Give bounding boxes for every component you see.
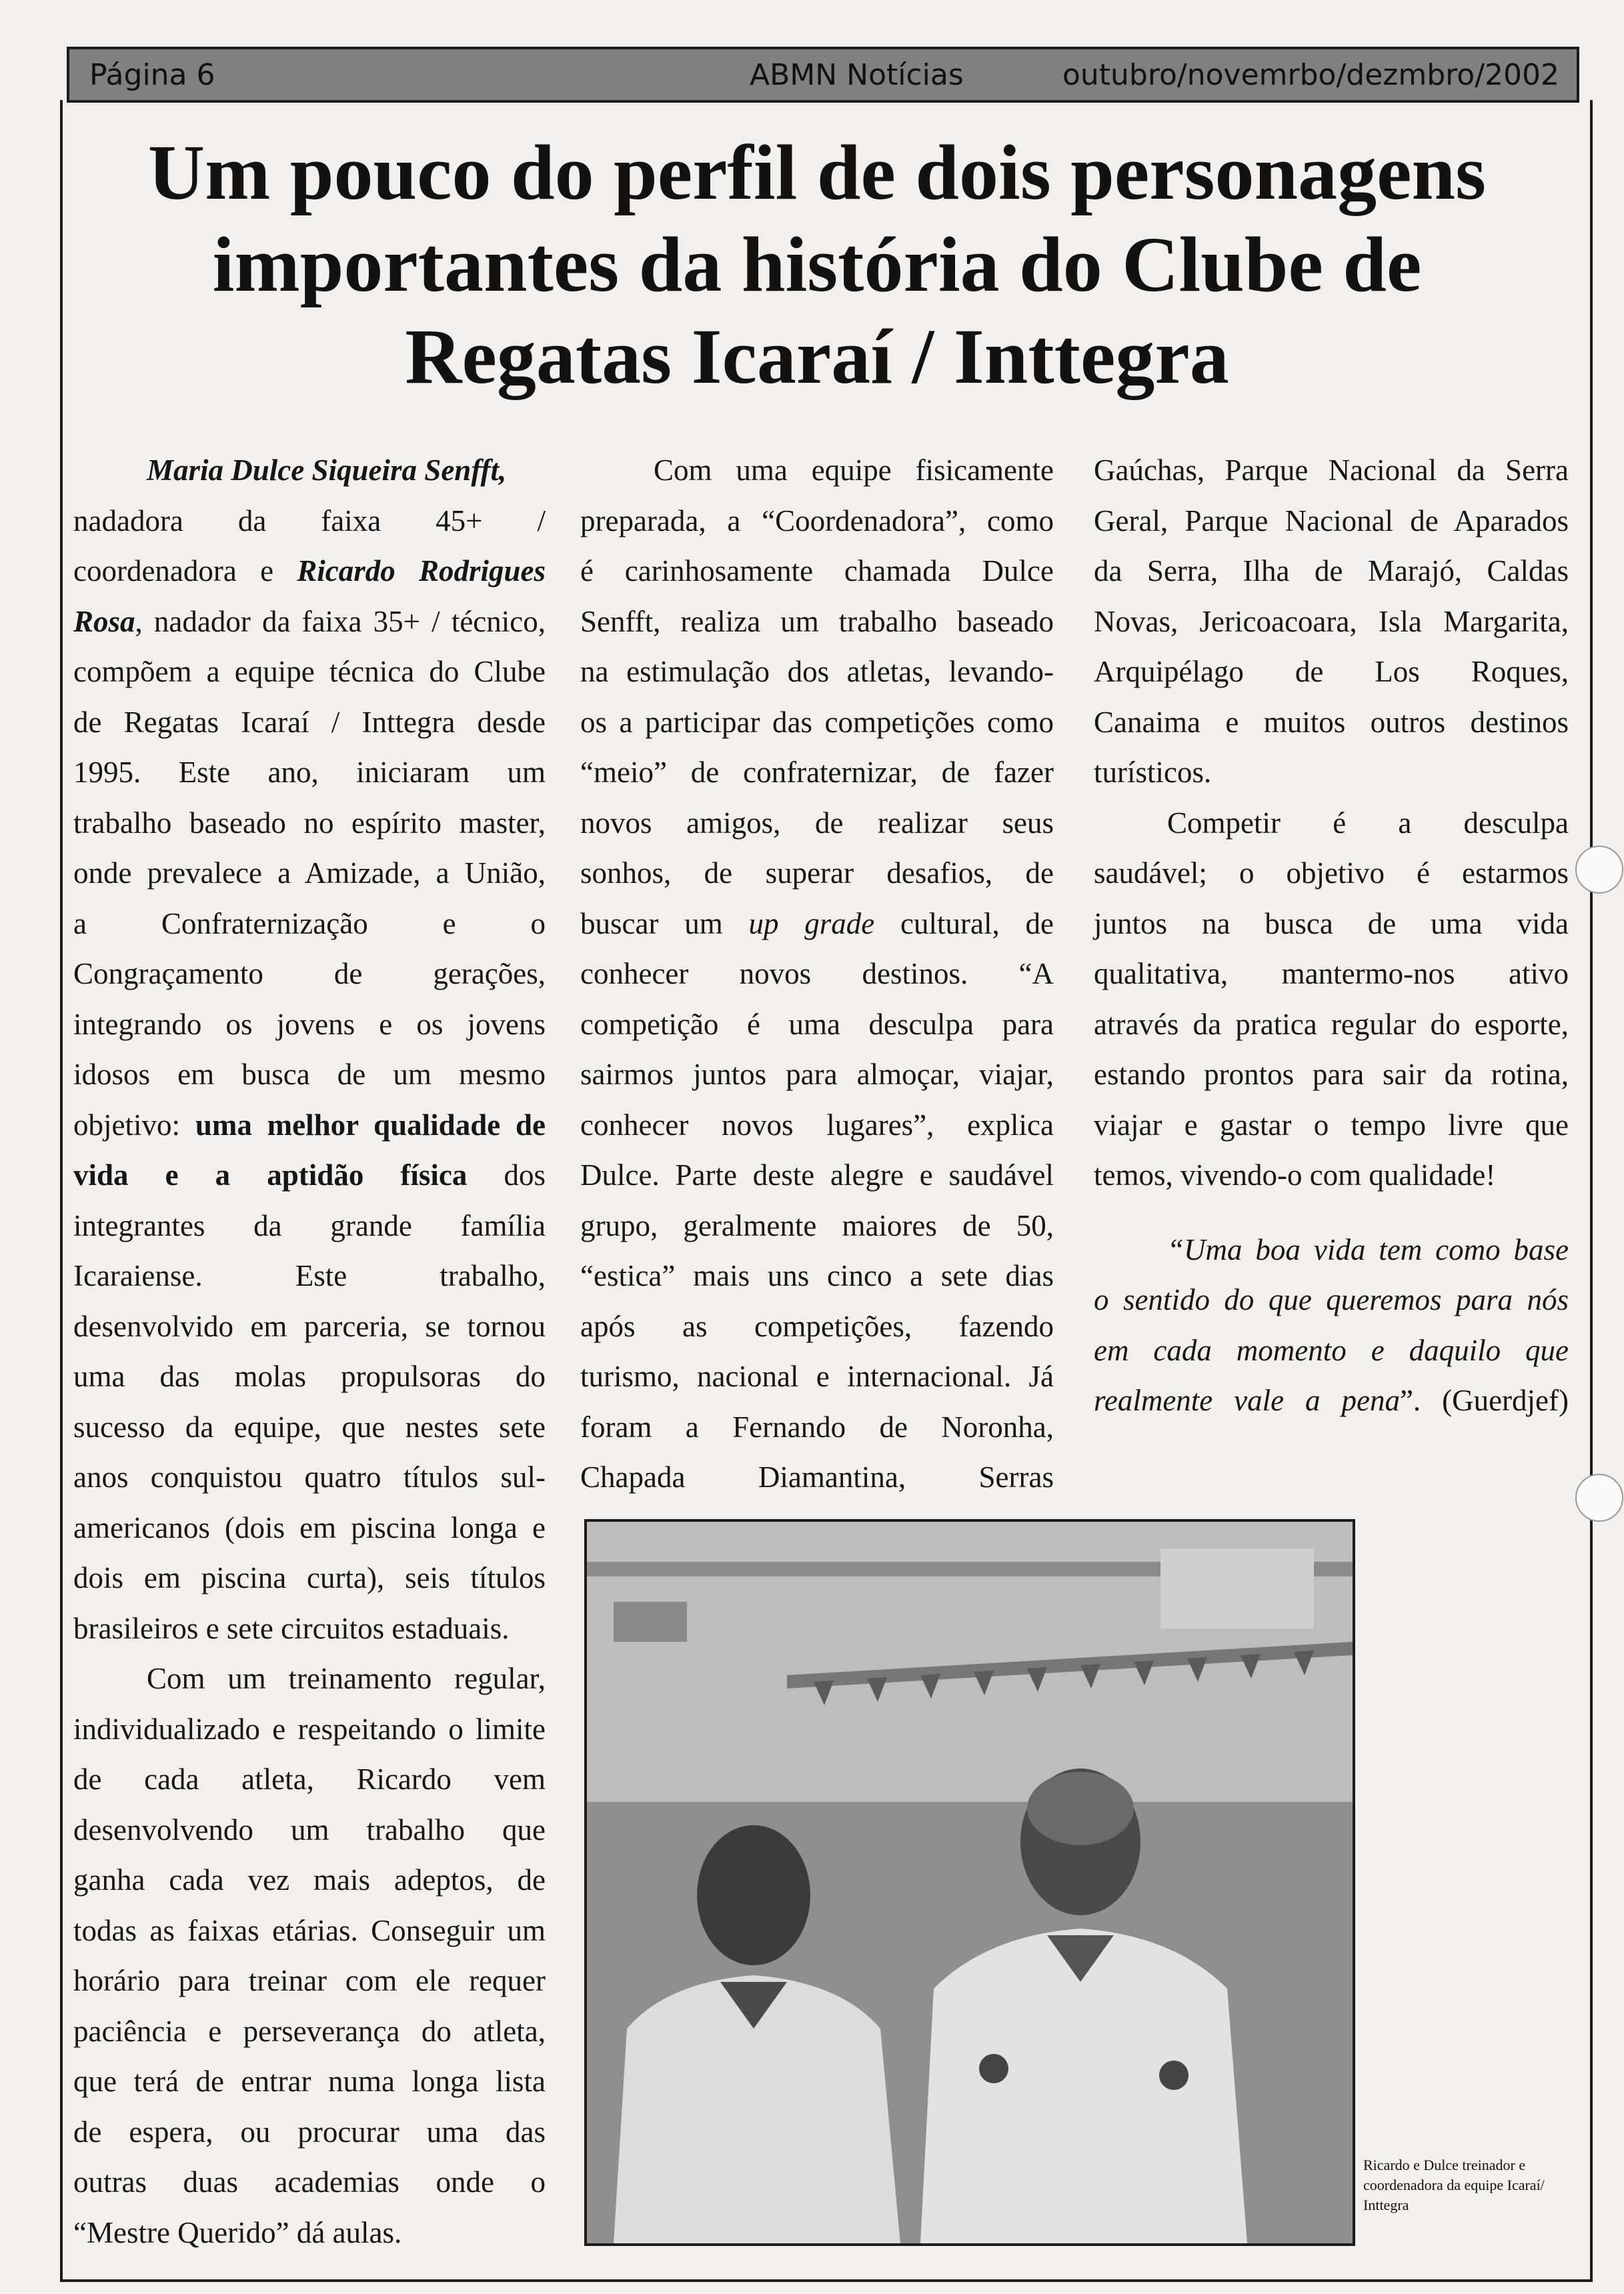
team-photo xyxy=(584,1519,1355,2246)
text-line: conhecer novos lugares”, explica xyxy=(580,1108,1054,1142)
text-line: Chapada Diamantina, Serras xyxy=(580,1460,1054,1494)
text-line: Novas, Jericoacoara, Isla Margarita, xyxy=(1094,604,1569,638)
text-line: “meio” de confraternizar, de fazer xyxy=(580,756,1054,789)
quote-line: “Uma boa vida tem como base xyxy=(1167,1232,1569,1266)
text-line: ganha cada vez mais adeptos, de xyxy=(73,1863,546,1897)
text-line: 1995. Este ano, iniciaram um xyxy=(73,756,546,789)
text-line: qualitativa, mantermo-nos ativo xyxy=(1094,957,1569,990)
text-line: temos, vivendo-o com qualidade! xyxy=(1094,1158,1496,1192)
text-line: Icaraiense. Este trabalho, xyxy=(73,1259,546,1292)
text-line: americanos (dois em piscina longa e xyxy=(73,1510,546,1544)
title-line-3: Regatas Icaraí / Inttegra xyxy=(405,313,1229,400)
text-line: após as competições, fazendo xyxy=(580,1309,1054,1343)
text-line: objetivo: uma melhor qualidade de xyxy=(73,1108,546,1142)
text-line: da Serra, Ilha de Marajó, Caldas xyxy=(1094,554,1569,588)
text-line: sairmos juntos para almoçar, viajar, xyxy=(580,1058,1054,1091)
text-line: conhecer novos destinos. “A xyxy=(580,957,1054,990)
text-line: vida e a aptidão física dos xyxy=(73,1158,546,1192)
quote-line: o sentido do que queremos para nós xyxy=(1094,1283,1569,1316)
page-number: Página 6 xyxy=(89,57,215,92)
text-line: Canaima e muitos outros destinos xyxy=(1094,705,1569,739)
text-line: Com uma equipe fisicamente xyxy=(654,453,1054,487)
text-line: Congraçamento de gerações, xyxy=(73,957,546,990)
text-line: sucesso da equipe, que nestes sete xyxy=(73,1410,546,1444)
photo-illustration xyxy=(587,1522,1353,2243)
text-line: uma das molas propulsoras do xyxy=(73,1360,546,1393)
text-line: coordenadora e Ricardo Rodrigues xyxy=(73,554,546,588)
quote-line: realmente vale a pena”. (Guerdjef) xyxy=(1094,1384,1569,1417)
quote-spacer xyxy=(1094,1201,1569,1225)
title-line-1: Um pouco do perfil de dois personagens xyxy=(147,129,1487,216)
text-line: buscar um up grade cultural, de xyxy=(580,906,1054,940)
text-line: nadadora da faixa 45+ / xyxy=(73,503,546,537)
text-line: onde prevalece a Amizade, a União, xyxy=(73,856,546,890)
text-line: Gaúchas, Parque Nacional da Serra xyxy=(1094,453,1569,487)
text-line: estando prontos para sair da rotina, xyxy=(1094,1058,1569,1091)
text-line: na estimulação dos atletas, levando- xyxy=(580,655,1054,688)
text-line: de cada atleta, Ricardo vem xyxy=(73,1763,546,1796)
text-line: novos amigos, de realizar seus xyxy=(580,806,1054,840)
photo-caption xyxy=(1363,2155,1577,2215)
article-column-3 xyxy=(1094,445,1569,1426)
text-line: Com um treinamento regular, xyxy=(147,1662,546,1695)
quote-line: em cada momento e daquilo que xyxy=(1094,1333,1569,1367)
text-line: que terá de entrar numa longa lista xyxy=(73,2065,546,2098)
text-line: juntos na busca de uma vida xyxy=(1094,906,1569,940)
text-line: anos conquistou quatro títulos sul- xyxy=(73,1460,546,1494)
text-line: é carinhosamente chamada Dulce xyxy=(580,554,1054,588)
text-line: competição é uma desculpa para xyxy=(580,1007,1054,1041)
text-line: desenvolvendo um trabalho que xyxy=(73,1813,546,1847)
text-line: Maria Dulce Siqueira Senfft, xyxy=(147,453,507,487)
text-line: grupo, geralmente maiores de 50, xyxy=(580,1208,1054,1242)
publication-name: ABMN Notícias xyxy=(750,57,964,92)
caption-line: Inttegra xyxy=(1363,2197,1409,2213)
text-line: preparada, a “Coordenadora”, como xyxy=(580,503,1054,537)
article-title xyxy=(73,127,1561,403)
text-line: compõem a equipe técnica do Clube xyxy=(73,655,546,688)
text-line: saudável; o objetivo é estarmos xyxy=(1094,856,1569,890)
text-line: desenvolvido em parceria, se tornou xyxy=(73,1309,546,1343)
text-line: “Mestre Querido” dá aulas. xyxy=(73,2215,402,2249)
issue-date: outubro/novemrbo/dezmbro/2002 xyxy=(1062,57,1559,92)
text-line: integrando os jovens e os jovens xyxy=(73,1007,546,1041)
text-line: turismo, nacional e internacional. Já xyxy=(580,1360,1054,1393)
caption-line: Ricardo e Dulce treinador e xyxy=(1363,2157,1526,2173)
text-line: todas as faixas etárias. Conseguir um xyxy=(73,1913,546,1947)
article-column-2 xyxy=(580,445,1054,1503)
text-line: “estica” mais uns cinco a sete dias xyxy=(580,1259,1054,1292)
text-line: sonhos, de superar desafios, de xyxy=(580,856,1054,890)
text-line: foram a Fernando de Noronha, xyxy=(580,1410,1054,1444)
text-line: Geral, Parque Nacional de Aparados xyxy=(1094,503,1569,537)
article-column-1 xyxy=(73,445,546,2258)
text-line: de espera, ou procurar uma das xyxy=(73,2115,546,2149)
text-line: Arquipélago de Los Roques, xyxy=(1094,655,1569,688)
text-line: os a participar das competições como xyxy=(580,705,1054,739)
binder-hole xyxy=(1575,1474,1623,1522)
text-line: paciência e perseverança do atleta, xyxy=(73,2014,546,2048)
text-line: Competir é a desculpa xyxy=(1167,806,1569,840)
text-line: horário para treinar com ele requer xyxy=(73,1964,546,1997)
text-line: a Confraternização e o xyxy=(73,906,546,940)
binder-hole xyxy=(1575,846,1623,894)
text-line: Dulce. Parte deste alegre e saudável xyxy=(580,1158,1054,1192)
caption-line: coordenadora da equipe Icaraí/ xyxy=(1363,2177,1545,2193)
text-line: trabalho baseado no espírito master, xyxy=(73,806,546,840)
text-line: outras duas academias onde o xyxy=(73,2165,546,2199)
text-line: turísticos. xyxy=(1094,756,1212,789)
text-line: de Regatas Icaraí / Inttegra desde xyxy=(73,705,546,739)
text-line: através da pratica regular do esporte, xyxy=(1094,1007,1569,1041)
page-header xyxy=(67,47,1579,103)
text-line: individualizado e respeitando o limite xyxy=(73,1712,546,1746)
text-line: viajar e gastar o tempo livre que xyxy=(1094,1108,1569,1142)
text-line: Senfft, realiza um trabalho baseado xyxy=(580,604,1054,638)
text-line: brasileiros e sete circuitos estaduais. xyxy=(73,1611,510,1645)
text-line: idosos em busca de um mesmo xyxy=(73,1058,546,1091)
title-line-2: importantes da história do Clube de xyxy=(212,221,1422,308)
text-line: integrantes da grande família xyxy=(73,1208,546,1242)
text-line: dois em piscina curta), seis títulos xyxy=(73,1561,546,1594)
text-line: Rosa, nadador da faixa 35+ / técnico, xyxy=(73,604,546,638)
